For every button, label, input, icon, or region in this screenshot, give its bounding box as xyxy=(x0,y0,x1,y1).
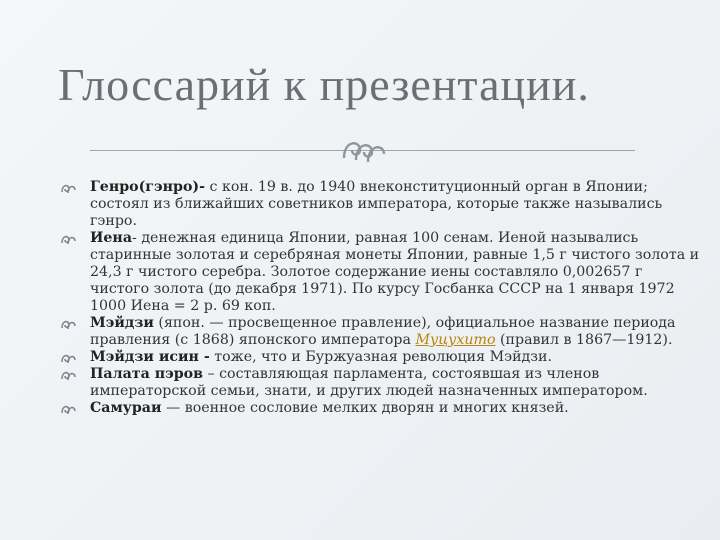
glossary-definition: - денежная единица Японии, равная 100 сенам. Иеной назывались старинные золотая и серебряная монеты Японии, равные 1,5 г чистого золота и 24,3 г чистого серебра. Золотое содержание иены составляло 0,002657 г чистого золота (до декабря 1971). По курсу Госбанка СССР на 1 января 1972 1000 Иена = 2 р. 69 коп. xyxy=(90,230,700,314)
list-item xyxy=(60,230,700,315)
list-item xyxy=(60,366,700,400)
scroll-bullet-icon xyxy=(60,317,80,331)
glossary-term: Мэйдзи xyxy=(90,315,154,331)
scroll-bullet-icon xyxy=(60,351,80,365)
list-item xyxy=(60,349,700,366)
glossary-term: Самураи xyxy=(90,400,162,416)
scroll-bullet-icon xyxy=(60,232,80,246)
glossary-term: Палата пэров xyxy=(90,366,203,382)
scroll-ornament-icon xyxy=(338,134,392,164)
glossary-definition: тоже, что и Буржуазная революция Мэйдзи. xyxy=(209,349,552,365)
glossary-list xyxy=(60,179,700,417)
list-item xyxy=(60,315,700,349)
glossary-definition: — военное сословие мелких дворян и многих князей. xyxy=(161,400,569,416)
scroll-bullet-icon xyxy=(60,402,80,416)
emperor-link[interactable]: Муцухито xyxy=(415,332,496,348)
glossary-definition: (япон. — просвещенное правление), официальное название периода правления (с 1868) японского императора xyxy=(90,315,676,348)
list-item xyxy=(60,400,700,417)
glossary-definition-end: (правил в 1867—1912). xyxy=(495,332,673,348)
scroll-bullet-icon xyxy=(60,368,80,382)
glossary-definition: с кон. 19 в. до 1940 внеконституционный орган в Японии; состоял из ближайших советников императора, которые также назывались гэнро. xyxy=(90,179,663,229)
list-item xyxy=(60,179,700,230)
scroll-bullet-icon xyxy=(60,181,80,195)
slide-title: Глоссарий к презентации. xyxy=(58,59,590,110)
glossary-term: Иена xyxy=(90,230,133,246)
glossary-term: Мэйдзи исин - xyxy=(90,349,210,365)
glossary-definition: – составляющая парламента, состоявшая из членов императорской семьи, знати, и других людей назначенных императором. xyxy=(90,366,648,399)
glossary-term: Генро(гэнро)- xyxy=(90,179,206,195)
